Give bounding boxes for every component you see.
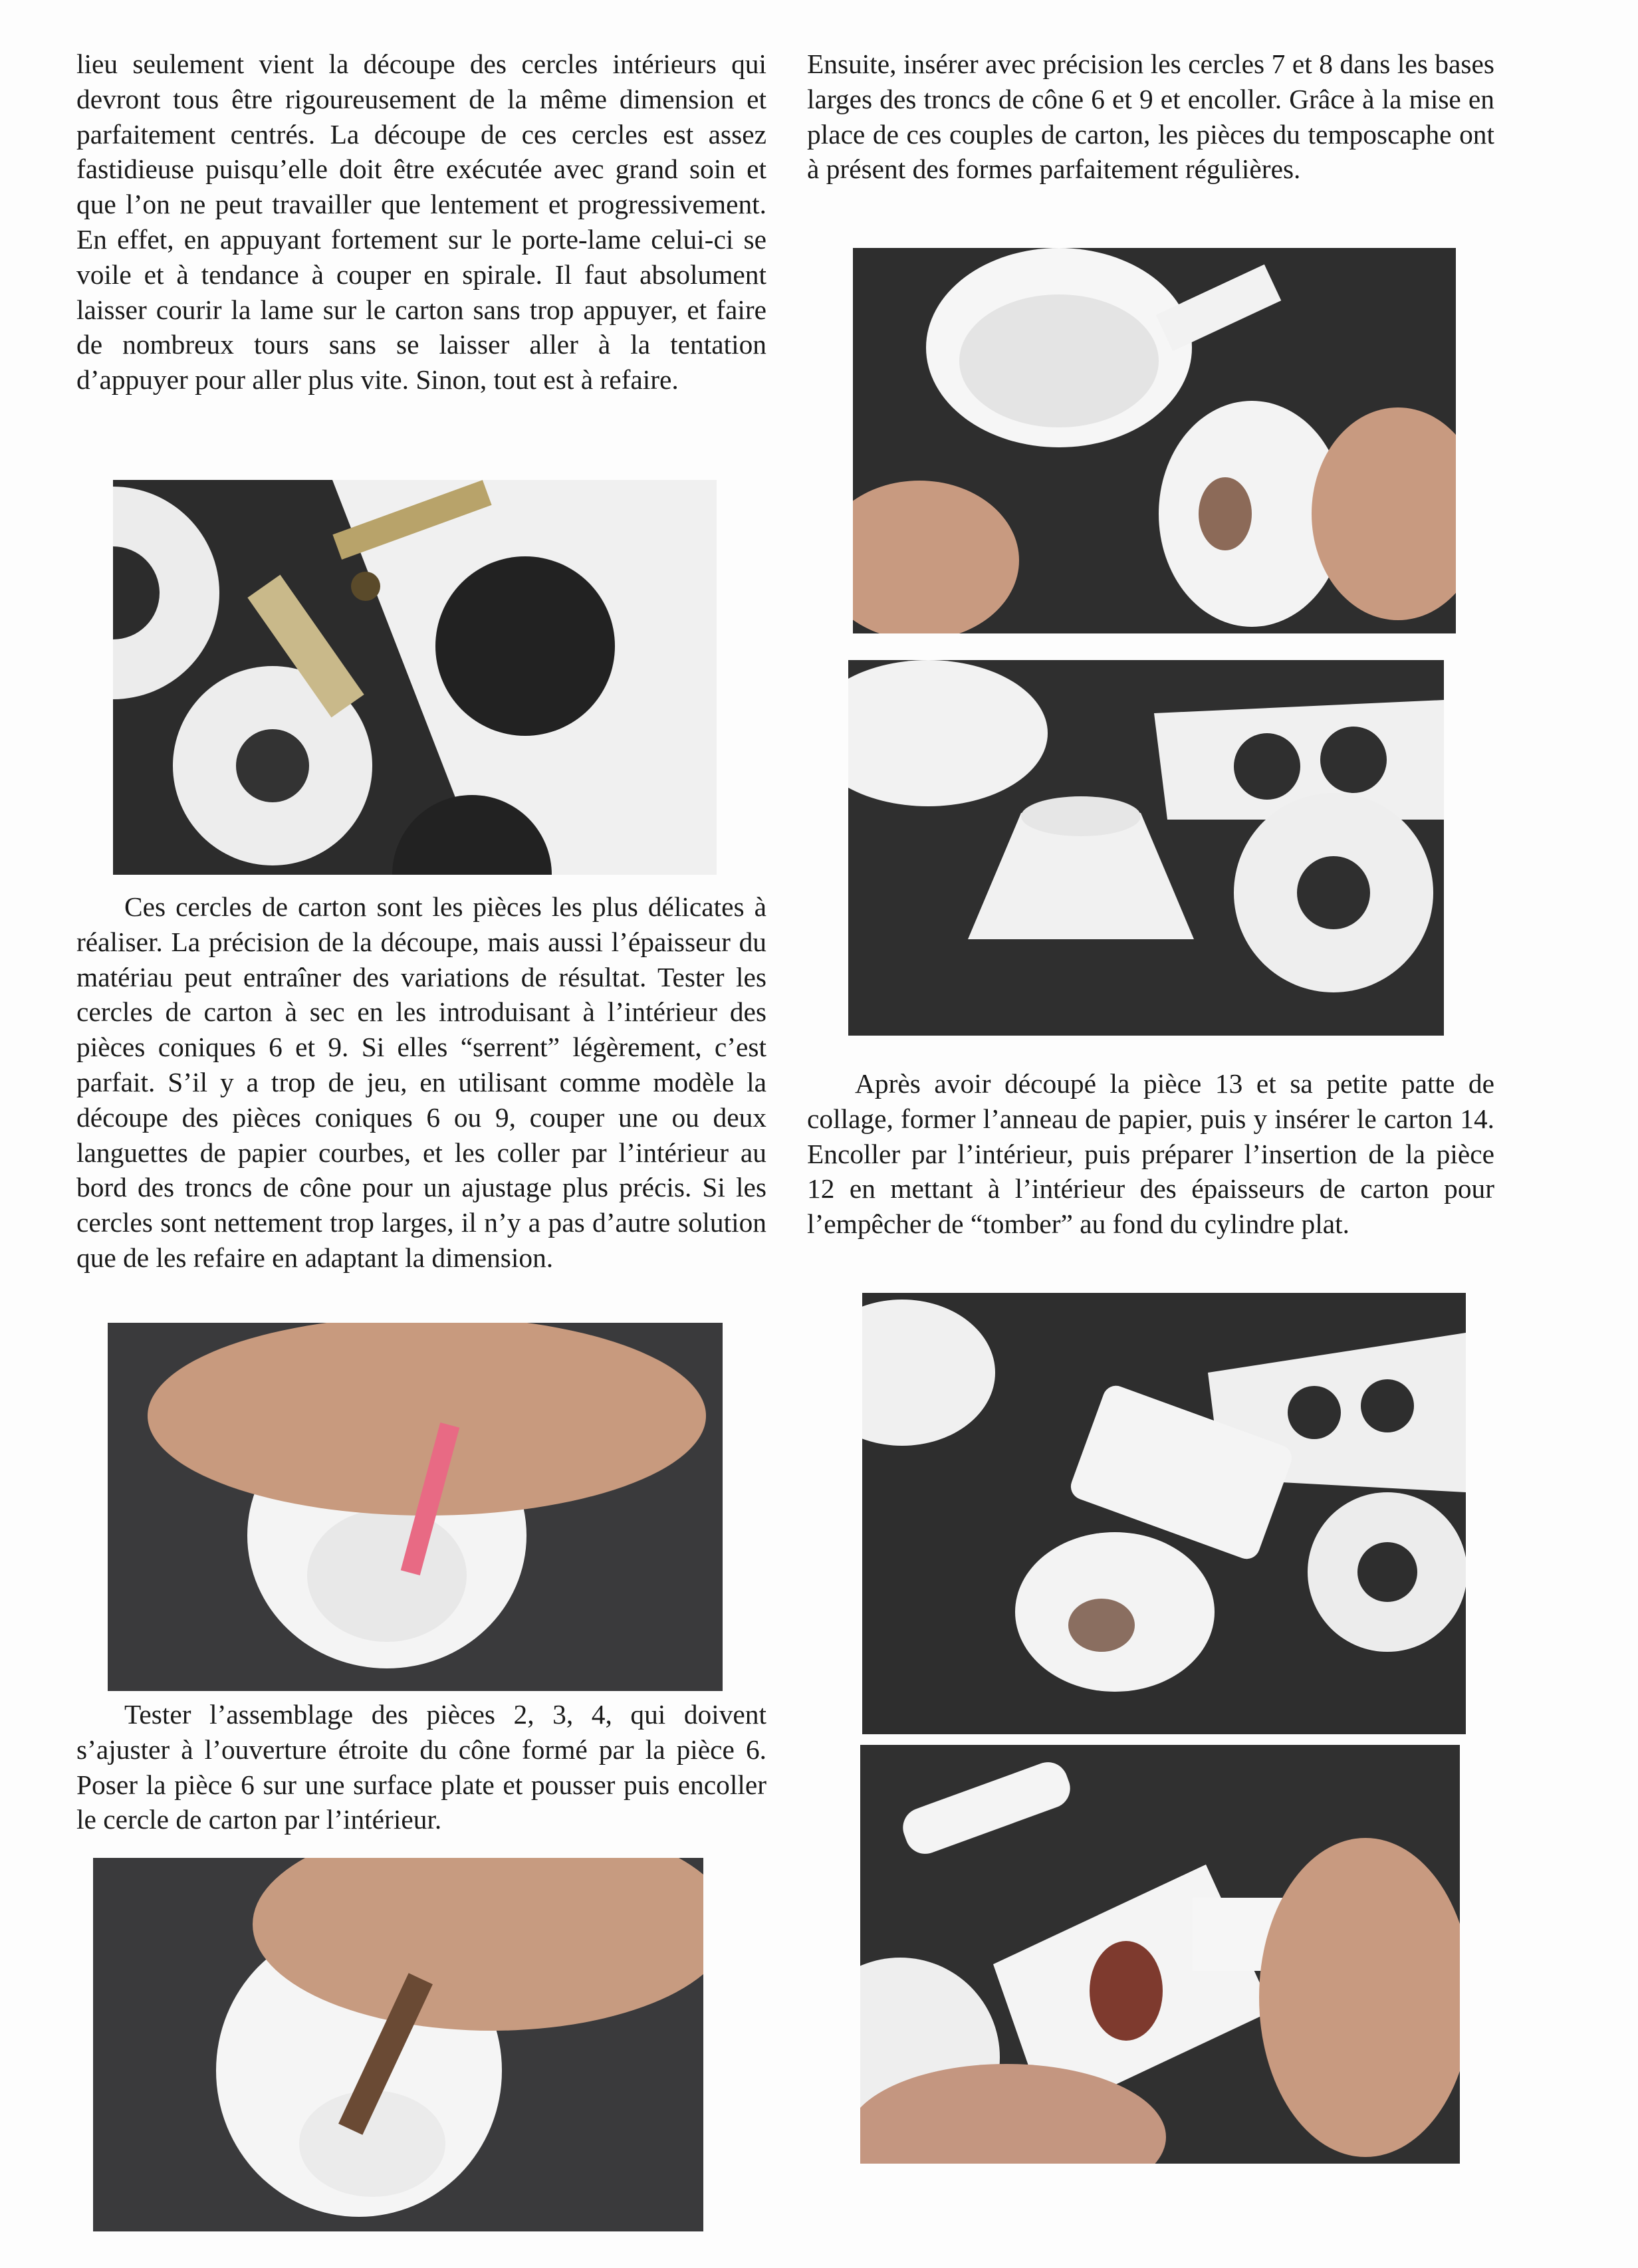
photo-cylinders-assembly [862,1293,1466,1734]
left-paragraph-3: Tester l’assemblage des pièces 2, 3, 4, qui doivent s’ajuster à l’ouverture étroite du cône formé par la pièce 6. Poser la pièce 6 sur une surface plate et pousser puis encoller le cercle de carton par l’intérieur. [76,1699,766,1835]
photo-circle-cutter [113,480,717,875]
photo-cone-brush-2 [93,1858,703,2231]
right-paragraph-1: Ensuite, insérer avec précision les cercles 7 et 8 dans les bases larges des troncs de cône 6 et 9 et encoller. Grâce à la mise en place de ces couples de carton, les pièces du temposcaphe ont à présent des formes parfaitement régulières. [807,49,1494,185]
photo-cone-stencil [848,660,1444,1036]
photo-glue-cone [853,248,1456,633]
left-paragraph-1: lieu seulement vient la découpe des cercles intérieurs qui devront tous être rigoureusement de la même dimension et parfaitement centrés. La découpe de ces cercles est assez fastidieuse puisqu’elle doit être exécutée avec grand soin et que l’on ne peut travailler que lentement et progressivement. En effet, en appuyant fortement sur le porte-lame celui-ci se voile et à tendance à couper en spirale. Il faut absolument laisser courir la lame sur le carton sans trop appuyer, et faire de nombreux tours sans se laisser aller à la tentation d’appuyer pour aller plus vite. Sinon, tout est à refaire. [76,49,766,396]
right-paragraph-2: Après avoir découpé la pièce 13 et sa petite patte de collage, former l’anneau de papier, puis y insérer le carton 14. Encoller par l’intérieur, puis préparer l’insertion de la pièce 12 en mettant à l’intérieur des épaisseurs de carton pour l’empêcher de “tomber” au fond du cylindre plat. [807,1068,1494,1240]
photo-cylinder-in-hand [860,1745,1460,2164]
photo-cone-brush-1 [108,1323,723,1691]
left-paragraph-2: Ces cercles de carton sont les pièces les plus délicates à réaliser. La précision de la découpe, mais aussi l’épaisseur du matériau peut entraîner des variations de résultat. Tester les cercles de carton à sec en les introduisant à l’intérieur des pièces coniques 6 et 9. Si elles “serrent” légèrement, c’est parfait. S’il y a trop de jeu, en utilisant comme modèle la découpe des pièces coniques 6 ou 9, couper une ou deux languettes de papier courbes, et les coller par l’intérieur au bord des troncs de cône pour un ajustage plus précis. Si les cercles sont nettement trop larges, il n’y a pas d’autre solution que de les refaire en adaptant la dimension. [76,891,766,1273]
